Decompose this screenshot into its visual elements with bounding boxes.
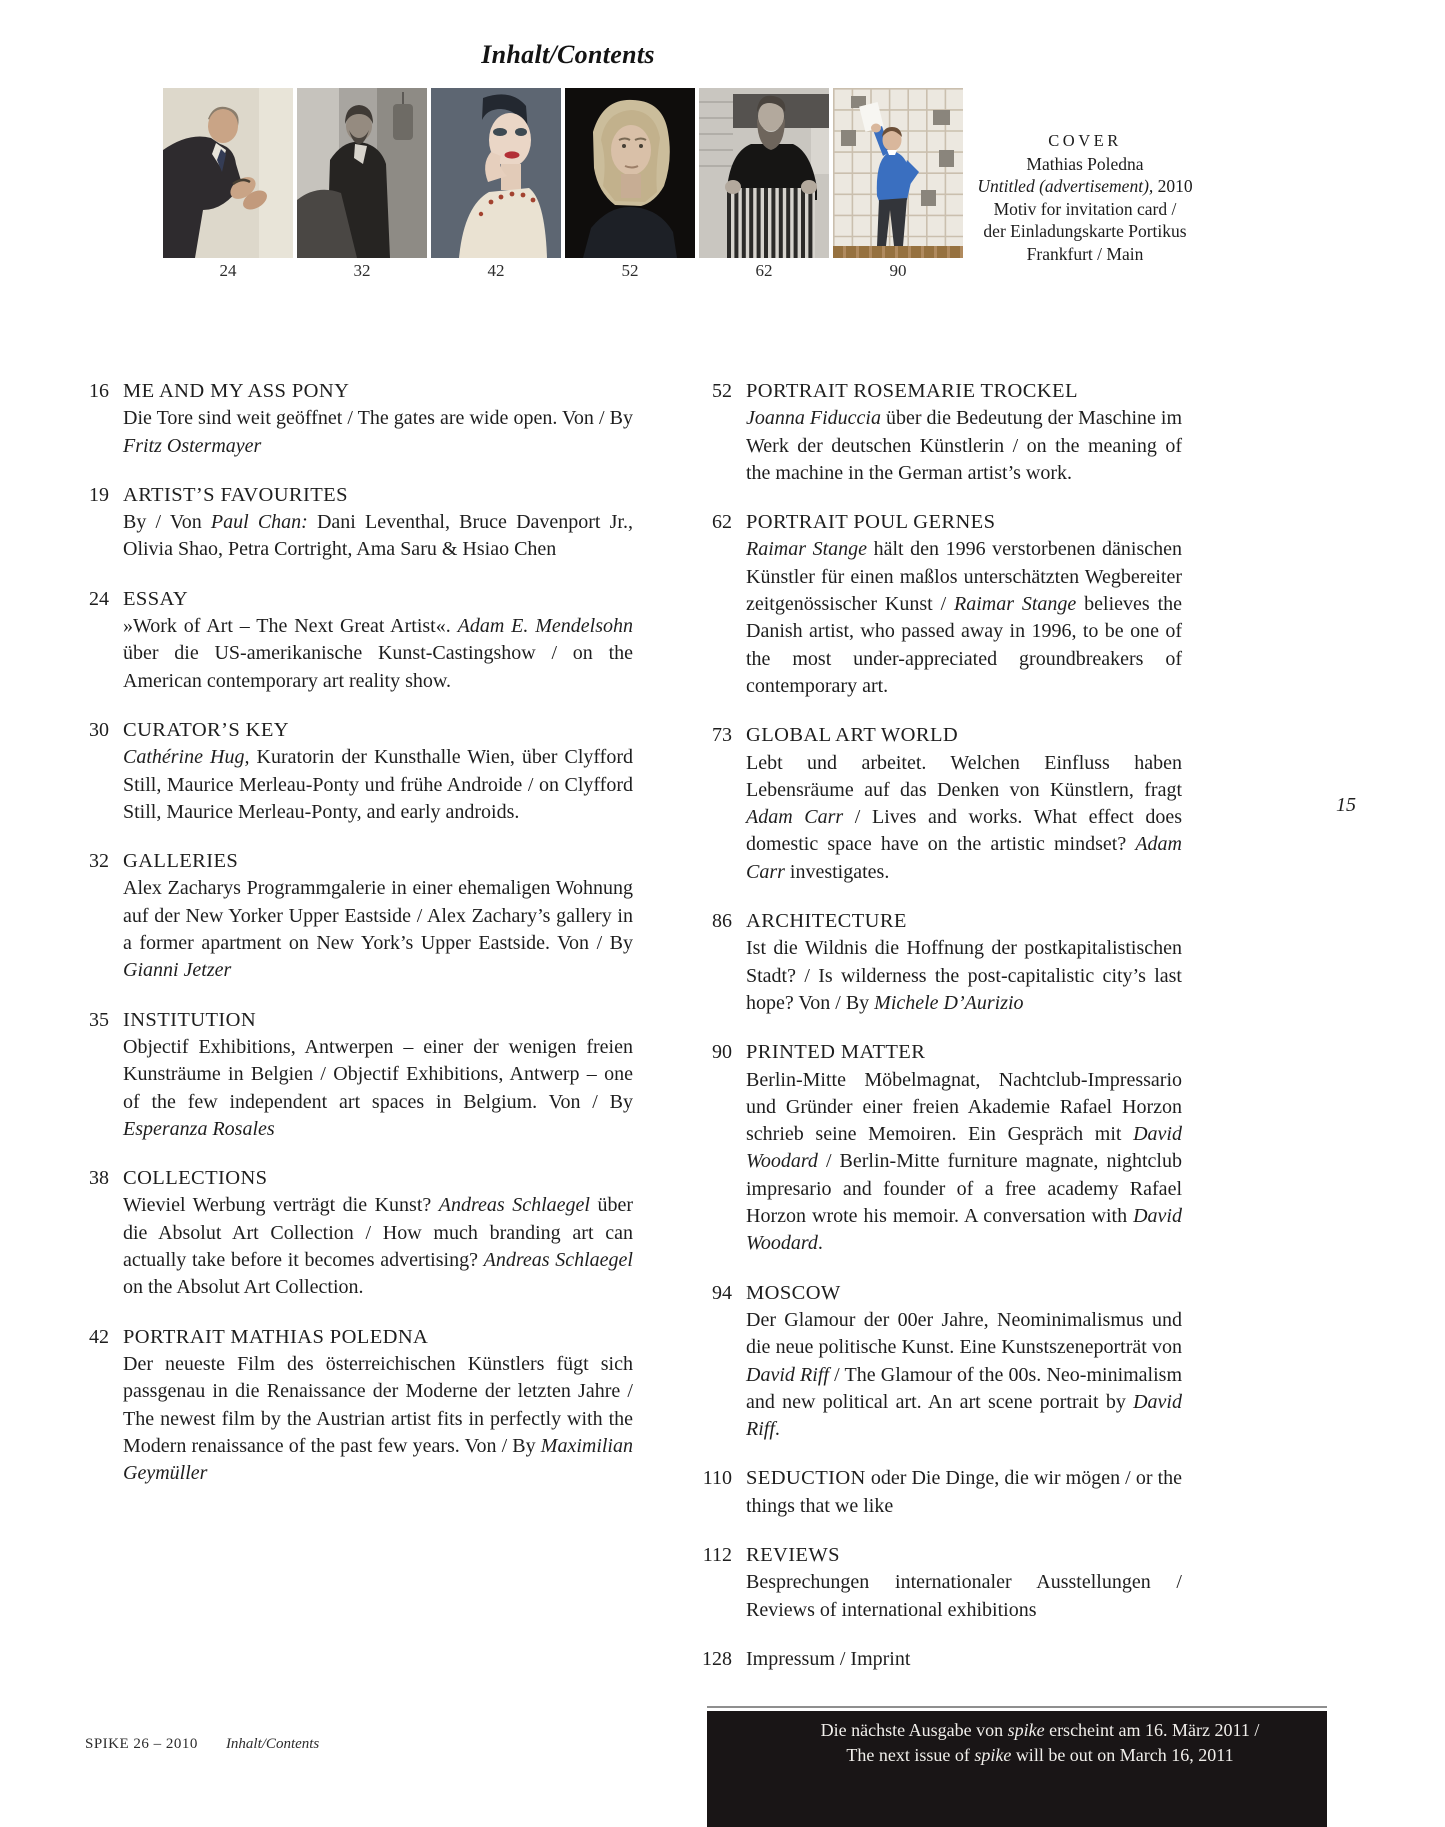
toc-entry: [698, 908, 1182, 1017]
toc-entry-page-number: 42: [89, 1325, 109, 1348]
cover-credit-title: COVER: [1048, 131, 1122, 150]
cover-credit-line: [950, 129, 1220, 153]
toc-entry: [85, 1007, 633, 1143]
cover-credit-text: 2010: [1153, 176, 1193, 196]
toc-entry-title: ARCHITECTURE: [746, 910, 907, 933]
toc-entry: [698, 1280, 1182, 1444]
toc-entry-title: GLOBAL ART WORLD: [746, 724, 959, 747]
toc-column-left: [85, 378, 633, 1509]
toc-entry: [698, 722, 1182, 886]
next-issue-text: will be out on March 16, 2011: [1011, 1745, 1234, 1765]
next-issue-line: [753, 1718, 1327, 1743]
toc-entry-title: CURATOR’S KEY: [123, 718, 289, 741]
toc-entry-text: investigates.: [784, 860, 890, 883]
toc-entry: [698, 1465, 1182, 1520]
thumbnail-page-number: 24: [219, 261, 237, 280]
toc-entry-text: .: [817, 1232, 823, 1255]
toc-entry-body: [746, 378, 1182, 487]
toc-entry-text: / Berlin-Mitte furniture magnate, nightclub impresario and founder of a free academy Rafael Horzon wrote his memoir. A conversation with: [746, 1150, 1182, 1228]
toc-entry-title: PORTRAIT MATHIAS POLEDNA: [123, 1325, 429, 1348]
next-issue-text: spike: [1007, 1720, 1045, 1740]
toc-entry-page-number: 86: [712, 910, 732, 933]
thumbnail-page-number: 90: [889, 261, 907, 280]
toc-entry-text: David Riff: [746, 1390, 1182, 1441]
toc-entry: [85, 586, 633, 695]
toc-entry-text: Gianni Jetzer: [123, 959, 232, 982]
thumbnail-photo-90: [833, 88, 963, 258]
thumbnail-photo-24: [163, 88, 293, 258]
cover-credit-text: Frankfurt / Main: [1026, 243, 1144, 264]
toc-entry-text: / The Glamour of the 00s. Neo-minimalism and new political art. An art scene portrait by: [746, 1363, 1183, 1413]
toc-entry-text: Raimar Stange: [954, 593, 1077, 616]
toc-entry-body: [123, 717, 633, 826]
toc-entry-body: [123, 482, 633, 564]
photo-bearded-man-bw: [297, 88, 427, 258]
toc-entry-body: [123, 1165, 633, 1301]
next-issue-text: erscheint am 16. März 2011 /: [1044, 1720, 1260, 1740]
toc-entry-title: INSTITUTION: [123, 1008, 257, 1031]
toc-entry-text: Berlin-Mitte Möbelmagnat, Nachtclub-Impressario und Gründer einer freien Akademie Rafael Horzon schrieb seine Memoiren. Ein Gespräch mit: [746, 1068, 1182, 1146]
toc-entry: [85, 717, 633, 826]
toc-entry-text: Esperanza Rosales: [123, 1117, 275, 1140]
toc-column-right: [698, 378, 1182, 1695]
toc-entry-page-number: 90: [712, 1041, 732, 1064]
toc-entry-text: Objectif Exhibitions, Antwerpen – einer der wenigen freien Kunsträume in Belgien / Objectif Exhibitions, Antwerp – one of the few independent art spaces in Belgium. Von / By: [123, 1035, 633, 1113]
toc-entry-text: Alex Zacharys Programmgalerie in einer ehemaligen Wohnung auf der New Yorker Upper Eastside / Alex Zachary’s gallery in a former apartment on New York’s Upper Eastside. Von / By: [123, 877, 633, 955]
toc-entry-page-number: 32: [89, 850, 109, 873]
photo-blonde-woman: [565, 88, 695, 258]
thumbnail-page-number: 42: [487, 261, 505, 280]
toc-entry-body: [746, 1465, 1182, 1520]
toc-entry-title: PORTRAIT ROSEMARIE TROCKEL: [746, 380, 1078, 402]
toc-entry-text: Maximilian Geymüller: [123, 1434, 633, 1485]
toc-entry-text: oder Die Dinge, die wir mögen / or the things that we like: [746, 1467, 1182, 1517]
next-issue-text: spike: [974, 1745, 1012, 1765]
thumbnail-page-number: 52: [621, 261, 639, 280]
toc-entry-page-number: 52: [712, 380, 732, 402]
toc-entry-text: Ist die Wildnis die Hoffnung der postkapitalistischen Stadt? / Is wilderness the post-capitalistic city’s last hope? Von / By: [746, 937, 1182, 1014]
toc-entry-text: über die US-amerikanische Kunst-Castingshow / on the American contemporary art reality show.: [123, 642, 633, 692]
cover-credit-text: Untitled (advertisement),: [977, 176, 1154, 196]
photo-man-blue-sweater-shelves: [833, 88, 963, 258]
toc-entry-title: REVIEWS: [746, 1543, 840, 1566]
toc-entry-body: [746, 1280, 1182, 1444]
toc-entry: [698, 378, 1182, 487]
toc-entry-title: ME AND MY ASS PONY: [123, 380, 350, 402]
toc-entry-text: Adam E. Mendelsohn: [457, 615, 633, 638]
toc-entry-text: über die Bedeutung der Maschine im Werk der deutschen Künstlerin / on the meaning of the machine in the German artist’s work.: [746, 407, 1182, 484]
toc-entry-text: / Lives and works. What effect does domestic space have on the artistic mindset?: [746, 806, 1182, 856]
toc-entry-text: By / Von: [123, 511, 211, 534]
cover-credit-text: Motiv for invitation card /: [993, 198, 1177, 219]
toc-entry-text: Wieviel Werbung verträgt die Kunst?: [123, 1194, 439, 1217]
toc-entry-body: [746, 1039, 1182, 1257]
toc-entry-title: ARTIST’S FAVOURITES: [123, 483, 348, 506]
toc-entry: [85, 482, 633, 564]
toc-entry-title: PORTRAIT POUL GERNES: [746, 511, 996, 534]
toc-entry-text: Adam Carr: [746, 806, 844, 829]
thumbnail-page-number: 62: [755, 261, 773, 280]
toc-entry-body: [746, 509, 1182, 700]
cover-credit-line: [950, 198, 1220, 221]
thumbnail-photo-42: [431, 88, 561, 258]
toc-entry-text: hält den 1996 verstorbenen dänischen Künstler für einen maßlos unterschätzten Wegbereiter zeitgenössischer Kunst /: [746, 538, 1182, 616]
toc-entry-body: [123, 848, 633, 984]
toc-entry-text: Dani Leventhal, Bruce Davenport Jr., Olivia Shao, Petra Cortright, Ama Saru & Hsiao Chen: [123, 511, 633, 561]
thumbnail-photo-32: [297, 88, 427, 258]
toc-entry-text: believes the Danish artist, who passed away in 1996, to be one of the most under-appreciated groundbreakers of contemporary art.: [746, 593, 1183, 697]
toc-entry: [698, 1646, 1182, 1673]
toc-entry: [698, 1542, 1182, 1624]
toc-entry-page-number: 35: [89, 1008, 109, 1031]
thumbnail-photo-52: [565, 88, 695, 258]
next-issue-announcement-box: [707, 1711, 1327, 1827]
thumbnail-page-number: 32: [353, 261, 371, 280]
cover-credit-line: [950, 220, 1220, 243]
toc-entry-page-number: 112: [702, 1543, 732, 1566]
cover-credit-line: [950, 243, 1220, 266]
toc-entry-title: ESSAY: [123, 587, 189, 610]
toc-entry-text: Der neueste Film des österreichischen Künstlers fügt sich passgenau in die Renaissance der Moderne der letzten Jahre / The newest film by the Austrian artist fits in perfectly with the Modern renaissance of the past few years. Von / By: [123, 1352, 633, 1457]
toc-entry-title: MOSCOW: [746, 1281, 841, 1304]
page-title: Inhalt/Contents: [481, 40, 655, 69]
toc-entry-page-number: 62: [712, 511, 732, 534]
toc-entry-body: [746, 722, 1182, 886]
cover-credit-text: der Einladungskarte Portikus: [983, 221, 1187, 241]
toc-entry-text: Besprechungen internationaler Ausstellungen / Reviews of international exhibitions: [746, 1571, 1182, 1621]
toc-entry-title: COLLECTIONS: [123, 1167, 268, 1190]
toc-entry-page-number: 30: [89, 718, 109, 741]
toc-entry-text: Michele D’Aurizio: [874, 991, 1024, 1014]
toc-entry: [698, 509, 1182, 700]
toc-entry-text: Cathérine Hug,: [123, 746, 250, 769]
toc-entry-title: PRINTED MATTER: [746, 1041, 926, 1064]
toc-entry-page-number: 128: [702, 1647, 732, 1670]
toc-entry-body: [123, 586, 633, 695]
toc-entry-body: [746, 1542, 1182, 1624]
next-issue-text: Die nächste Ausgabe von: [820, 1720, 1008, 1740]
next-issue-box-rule: [707, 1706, 1327, 1708]
toc-entry-page-number: 24: [89, 587, 109, 610]
toc-entry-page-number: 19: [89, 483, 109, 506]
toc-entry-text: Fritz Ostermayer: [123, 434, 262, 457]
toc-entry-text: David Woodard: [746, 1205, 1182, 1255]
toc-entry-text: Paul Chan:: [210, 511, 308, 534]
toc-entry-page-number: 73: [712, 724, 732, 747]
toc-entry-text: Lebt und arbeitet. Welchen Einfluss haben Lebensräume auf das Denken von Künstlern, fragt: [746, 751, 1182, 801]
toc-entry: [85, 848, 633, 984]
cover-credit-text: Mathias Poledna: [1026, 153, 1144, 174]
toc-entry-title: SEDUCTION: [746, 1467, 866, 1490]
toc-entry-body: [123, 378, 633, 460]
photo-man-pinstripe-suit: [163, 88, 293, 258]
toc-entry-page-number: 38: [89, 1167, 109, 1190]
footer-section-label: Inhalt/Contents: [225, 1736, 320, 1752]
toc-entry-text: David Woodard: [746, 1123, 1182, 1173]
toc-entry-text: David Riff: [746, 1363, 829, 1386]
toc-entry-page-number: 94: [712, 1281, 732, 1304]
toc-entry-body: [123, 1324, 633, 1488]
toc-entry-text: .: [774, 1418, 780, 1441]
toc-entry-text: Der Glamour der 00er Jahre, Neominimalismus und die neue politische Kunst. Eine Kunstszeneporträt von: [746, 1308, 1182, 1359]
cover-credit-line: [950, 175, 1220, 198]
toc-entry-page-number: 16: [89, 380, 109, 402]
toc-entry-title: GALLERIES: [123, 850, 239, 873]
toc-entry-text: Andreas Schlaegel: [483, 1249, 633, 1272]
toc-entry: [85, 378, 633, 460]
thumbnail-photo-62: [699, 88, 829, 258]
toc-entry-text: Andreas Schlaegel: [438, 1194, 590, 1217]
next-issue-text: The next issue of: [846, 1745, 975, 1765]
toc-entry-page-number: 110: [702, 1467, 732, 1490]
toc-entry-body: [746, 1646, 1182, 1673]
footer-magazine-issue: SPIKE 26 – 2010: [85, 1736, 198, 1752]
folio-page-number: 15: [1336, 794, 1356, 816]
toc-entry-text: Adam Carr: [746, 833, 1182, 883]
toc-entry-text: Joanna Fiduccia: [746, 407, 881, 430]
cover-credit: [950, 129, 1220, 265]
toc-entry-text: Raimar Stange: [746, 538, 868, 561]
toc-entry-text: on the Absolut Art Collection.: [123, 1276, 364, 1299]
footer-running-title: [85, 1736, 319, 1753]
toc-entry-text: Kuratorin der Kunsthalle Wien, über Clyfford Still, Maurice Merleau-Ponty und frühe Androide / on Clyfford Still, Maurice Merleau-Ponty, and early androids.: [123, 746, 633, 823]
toc-entry: [698, 1039, 1182, 1257]
photo-woman-dramatic-makeup: [431, 88, 561, 258]
cover-credit-line: [950, 153, 1220, 176]
toc-entry-text: Impressum / Imprint: [746, 1647, 911, 1670]
toc-entry: [85, 1165, 633, 1301]
toc-entry-text: »Work of Art – The Next Great Artist«.: [123, 615, 458, 638]
toc-entry-body: [123, 1007, 633, 1143]
photo-man-striped-painting-bw: [699, 88, 829, 258]
next-issue-line: [753, 1743, 1327, 1768]
toc-entry-text: Die Tore sind weit geöffnet / The gates are wide open. Von / By: [123, 407, 633, 430]
toc-entry-text: über die Absolut Art Collection / How much branding art can actually take before it becomes advertising?: [123, 1194, 633, 1272]
toc-entry: [85, 1324, 633, 1488]
toc-entry-body: [746, 908, 1182, 1017]
